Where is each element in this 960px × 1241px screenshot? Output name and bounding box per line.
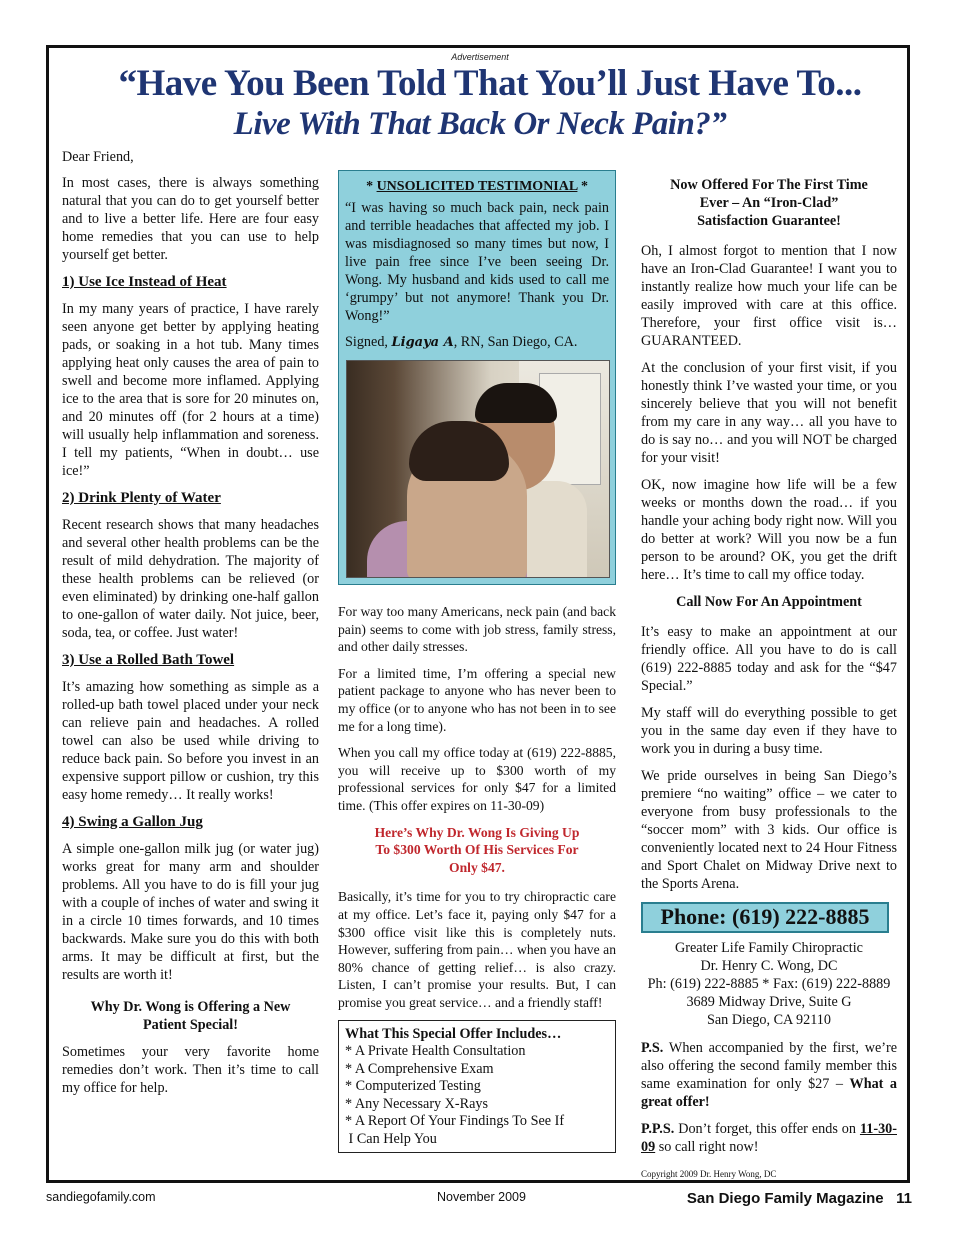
- remedy-4-body: A simple one-gallon milk jug (or water jug) works great for many arm and shoulder problems. All you have to do is fill your jug with a couple of inches of water and swing it in a circle 10 times forwards, and 10 times backwards. Make sure you do this with both arms. It may be difficult at first, but the results are worth it!: [62, 841, 319, 983]
- remedy-4-heading: 4) Swing a Gallon Jug: [62, 814, 203, 830]
- right-paragraph-3: OK, now imagine how life will be a few weeks or months down the road… if you handle your aching body right now. Will you do better at work? Will you now be a fun person to be around? OK, you get the drift here… It’s time to call my office today.: [641, 477, 897, 583]
- right-paragraph-1: Oh, I almost forgot to mention that I now have an Iron-Clad Guarantee! I want you to instantly realize how much your life can be easily improved with care at this office. Therefore, your first office visit is… GUARANTEED.: [641, 243, 897, 349]
- magazine-name: San Diego Family Magazine: [686, 1190, 884, 1207]
- remedy-2-heading: 2) Drink Plenty of Water: [62, 490, 221, 506]
- doctor-name: Dr. Henry C. Wong, DC: [700, 958, 838, 974]
- footer-date: November 2009: [437, 1190, 526, 1204]
- offer-item: * A Comprehensive Exam: [345, 1060, 494, 1077]
- right-paragraph-2: At the conclusion of your first visit, if you honestly think I’ve wasted your time, or you sincerely believe that you will not benefit from my care in any way… all you have to do is say no… and you will NOT be charged for your visit!: [641, 360, 897, 466]
- offer-item: I Can Help You: [345, 1130, 437, 1147]
- left-column: [62, 148, 319, 1106]
- offer-item: * Computerized Testing: [345, 1078, 481, 1095]
- middle-paragraph-1: For way too many Americans, neck pain (and back pain) seems to come with job stress, family stress, and other daily stresses.: [338, 604, 616, 655]
- remedy-3-heading: 3) Use a Rolled Bath Towel: [62, 652, 235, 668]
- page-number: 11: [896, 1190, 912, 1207]
- right-paragraph-5: My staff will do everything possible to get you in the same day even if they have to work you in during a busy time.: [641, 705, 897, 757]
- remedy-2-body: Recent research shows that many headaches and several other health problems can be the result of mild dehydration. The majority of these health problems can be relieved (or even eliminated) by drinking one-half gallon to one-gallon of water daily. Not juice, beer, soda, tea, or coffee. Just water!: [62, 517, 319, 641]
- testimonial-quote: “I was having so much back pain, neck pain and terrible headaches that affected my job. I was misdiagnosed so many times but now, I live pain free since I’ve been seeing Dr. Wong. My husband and kids used to call me ‘grumpy’ but not anymore! Thank you Dr. Wong!”: [345, 200, 609, 324]
- phone-number-box[interactable]: Phone: (619) 222-8885: [641, 902, 889, 933]
- phone-fax-line: Ph: (619) 222-8885 * Fax: (619) 222-8889: [647, 976, 891, 992]
- testimonial-signature: Signed, Ligaya A, RN, San Diego, CA.: [345, 334, 578, 350]
- why-giving-heading: Here’s Why Dr. Wong Is Giving Up To $300 Worth Of His Services For Only $47.: [374, 824, 580, 875]
- pps-paragraph: P.P.S. Don’t forget, this offer ends on 11-30-09 so call right now!: [641, 1121, 897, 1155]
- headline-line-1: “Have You Been Told That You’ll Just Have To...: [118, 63, 862, 104]
- closing-paragraph: Sometimes your very favorite home remedies don’t work. Then it’s time to call my office for help.: [62, 1044, 319, 1096]
- middle-paragraph-4: Basically, it’s time for you to try chiropractic care at my office. Let’s face it, paying only $47 for a $300 office visit like this is completely nuts. However, suffering from pain… when you have an 80% chance of getting relief… is also crazy. Listen, I can’t promise your results. But, I can promise you great service… and a friendly staff!: [338, 889, 616, 1010]
- headline-line-2: Live With That Back Or Neck Pain?”: [233, 106, 727, 142]
- call-now-heading: Call Now For An Appointment: [676, 594, 862, 610]
- footer-magazine: [687, 1190, 912, 1207]
- intro-paragraph: In most cases, there is always something natural that you can do to get yourself better and to live a better life. Here are four easy home remedies that you can use to help yourself get better.: [62, 175, 319, 263]
- offer-item: * Any Necessary X-Rays: [345, 1095, 489, 1112]
- clinic-name: Greater Life Family Chiropractic: [675, 940, 863, 956]
- offer-includes-heading: What This Special Offer Includes…: [345, 1026, 562, 1043]
- advertisement-label: Advertisement: [451, 52, 509, 62]
- middle-column: [338, 170, 616, 1153]
- testimonial-box: [338, 170, 616, 585]
- offer-item: * A Report Of Your Findings To See If: [345, 1113, 565, 1130]
- remedy-1-body: In my many years of practice, I have rarely seen anyone get better by applying heating pads, or soaking in a hot tub. Many times applying heat only causes the area of pain to swell and become more inflamed. Applying ice to the area that is sore for 20 minutes on, and 20 minutes off (for 2 hours at a time) will usually help inflammation and soreness. I tell my patients, “When in doubt… use ice!”: [62, 301, 319, 479]
- why-offering-heading: Why Dr. Wong is Offering a New Patient Special!: [90, 999, 291, 1033]
- middle-paragraph-2: For a limited time, I’m offering a special new patient package to anyone who has never been to my office (or to anyone who has not been in to see me for a long time).: [338, 665, 616, 734]
- greeting: Dear Friend,: [62, 149, 134, 165]
- remedy-3-body: It’s amazing how something as simple as a rolled-up bath towel placed under your neck can relieve pain and headaches. A rolled towel can also be used while driving to reduce back pain. So before you invest in an expensive support pillow or cushion, try this easy home remedy… It really works!: [62, 679, 319, 803]
- testimonial-photo: [346, 360, 610, 578]
- middle-body: [338, 603, 616, 1011]
- guarantee-heading: Now Offered For The First Time Ever – An “Iron-Clad” Satisfaction Guarantee!: [670, 177, 868, 229]
- street-address: 3689 Midway Drive, Suite G: [686, 994, 852, 1010]
- middle-paragraph-3: When you call my office today at (619) 222-8885, you will receive up to $300 worth of my professional services for only $47 for a limited time. (This offer expires on 11-30-09): [338, 745, 616, 813]
- offer-item: * A Private Health Consultation: [345, 1043, 526, 1060]
- footer-website[interactable]: sandiegofamily.com: [46, 1190, 156, 1204]
- ps-paragraph: P.S. When accompanied by the first, we’re also offering the second family member this same examination for only $27 – What a great offer!: [641, 1040, 898, 1110]
- city-state-zip: San Diego, CA 92110: [706, 1012, 831, 1028]
- right-paragraph-4: It’s easy to make an appointment at our friendly office. All you have to do is call (619) 222-8885 today and ask for the “$47 Special.”: [641, 624, 897, 694]
- contact-block: [641, 939, 897, 1029]
- offer-includes-box: [338, 1020, 616, 1153]
- right-column: [641, 176, 897, 1192]
- signature-name: Ligaya A: [391, 335, 454, 350]
- testimonial-heading: * UNSOLICITED TESTIMONIAL *: [366, 179, 588, 194]
- remedy-1-heading: 1) Use Ice Instead of Heat: [62, 274, 227, 290]
- copyright-line: Copyright 2009 Dr. Henry Wong, DC: [641, 1169, 777, 1179]
- right-paragraph-6: We pride ourselves in being San Diego’s premiere “no waiting” office – we cater to everyone from busy professionals to the “soccer mom” with 3 kids. Our office is conveniently located next to 24 Hour Fitness and Sport Chalet on Midway Drive next to the Sports Arena.: [641, 768, 897, 892]
